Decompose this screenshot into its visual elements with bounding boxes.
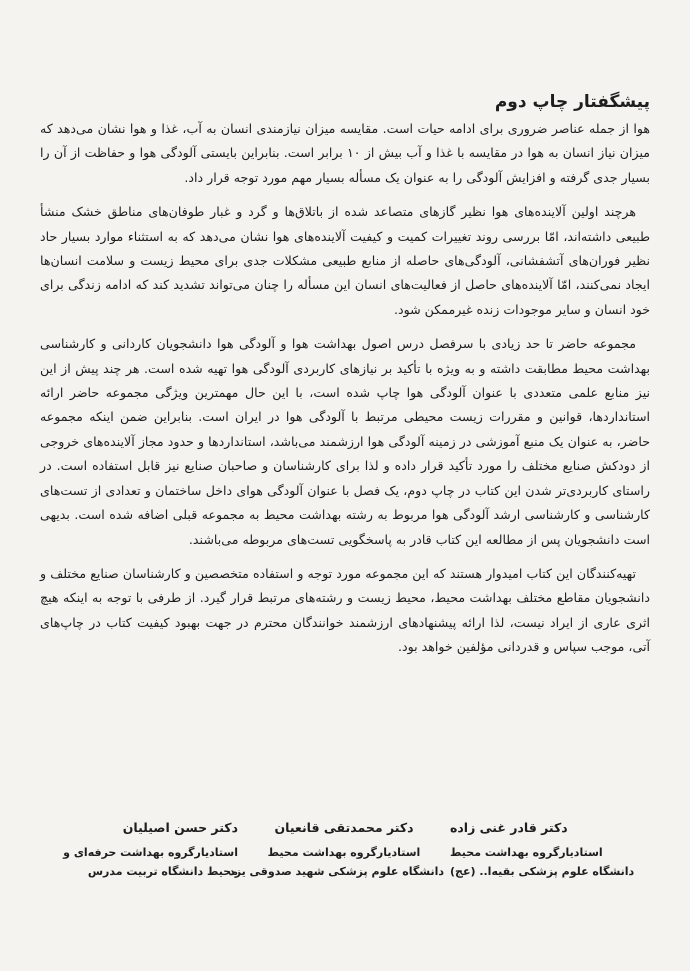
author-affiliation: دانشگاه علوم پزشکی شهید صدوقی یزد bbox=[229, 865, 444, 878]
author-title: استادیارگروه بهداشت حرفه‌ای و bbox=[63, 846, 238, 859]
author-affiliation: دانشگاه علوم پزشکی بقیه‌ا.. (عج) bbox=[450, 865, 635, 878]
paragraph-3: مجموعه حاضر تا حد زیادی با سرفصل درس اصول بهداشت هوا و آلودگی هوا دانشجویان کاردانی و کارشناسی بهداشت محیط مطابقت داشته و به ویژه با تأکید بر نیازهای کاربردی آلودگی هوا تهیه شده است. هر چند پیش از این نیز منابع علمی متعددی با عنوان آلودگی هوا چاپ شده است، با این حال مهمترین ویژگی مجموعه حاضر ارائه استانداردها، قوانین و مقررات زیست محیطی مرتبط با آلودگی هوا در ایران است. بنابراین ضمن اینکه مجموعه حاضر، به عنوان یک منبع آموزشی در زمینه آلودگی هوا ارزشمند می‌باشد، استانداردها و حدود مجاز آلاینده‌های خروجی از دودکش صنایع مختلف را مورد تأکید قرار داده و لذا برای کارشناسان و صاحبان صنایع نیز قابل استفاده است. در راستای کاربردی‌تر شدن این کتاب در چاپ دوم، یک فصل با عنوان آلودگی هوای داخل ساختمان و تعدادی از تست‌های کارشناسی و کارشناسی ارشد آلودگی هوا مربوط به رشته بهداشت محیط به مجموعه قبلی اضافه شده است. بدیهی است دانشجویان پس از مطالعه این کتاب قادر به پاسخگویی تست‌های مربوطه می‌باشند. bbox=[40, 336, 650, 547]
author-title: استادیارگروه بهداشت محیط bbox=[450, 846, 603, 859]
paragraph-4: تهیه‌کنندگان این کتاب امیدوار هستند که این مجموعه مورد توجه و استفاده متخصصین و کارشناسان صنایع مختلف و دانشجویان مقاطع مختلف بهداشت محیط، محیط زیست و رشته‌های مرتبط قرار گیرد. از طرفی با توجه به اینکه هیچ اثری عاری از ایراد نیست، لذا ارائه پیشنهادهای ارزشمند خوانندگان محترم در جهت بهبود کیفیت کتاب در چاپ‌های آتی، موجب سپاس و قدردانی مؤلفین خواهد بود. bbox=[40, 565, 650, 655]
signature-block bbox=[38, 820, 650, 881]
signature-author-1 bbox=[38, 820, 238, 881]
author-title: استادیارگروه بهداشت محیط bbox=[267, 846, 421, 859]
author-affiliation: محیط دانشگاه تربیت مدرس bbox=[87, 865, 238, 878]
author-name: دکتر حسن اصیلیان bbox=[122, 820, 238, 835]
author-name: دکتر قادر غنی زاده bbox=[450, 820, 568, 835]
preface-body bbox=[40, 117, 650, 670]
signature-author-3 bbox=[450, 820, 650, 881]
signature-author-2 bbox=[229, 820, 444, 881]
author-name: دکتر محمدتقی قانعیان bbox=[274, 820, 414, 835]
paragraph-1: هوا از جمله عناصر ضروری برای ادامه حیات است. مقایسه میزان نیازمندی انسان به آب، غذا و هوا نشان می‌دهد که میزان نیاز انسان به هوا در مقایسه با غذا و آب بیش از ۱۰ برابر است. بنابراین بایستی آلودگی هوا و حفاظت از آن را بسیار جدی گرفته و افزایش آلودگی را به عنوان یک مسأله بسیار مهم مورد توجه قرار داد. bbox=[40, 121, 650, 185]
paragraph-2: هرچند اولین آلاینده‌های هوا نظیر گازهای متصاعد شده از باتلاق‌ها و گرد و غبار طوفان‌های مناطق خشک منشأ طبیعی داشته‌اند، امّا بررسی روند تغییرات کمیت و کیفیت آلاینده‌های هوا نشان می‌دهد که به استثناء موارد بسیار حاد نظیر فوران‌های آتشفشانی، آلودگی‌های حاصله از منابع طبیعی مشکلات جدی برای محیط زیست و سلامت انسان‌ها ایجاد نمی‌کنند، امّا آلاینده‌های حاصل از فعالیت‌های انسان این مسأله را چنان می‌تواند تشدید کند که ادامه زندگی برای خود انسان و سایر موجودات زنده غیرممکن شود. bbox=[40, 204, 650, 317]
page-heading: پیشگفتار چاپ دوم bbox=[494, 92, 650, 112]
